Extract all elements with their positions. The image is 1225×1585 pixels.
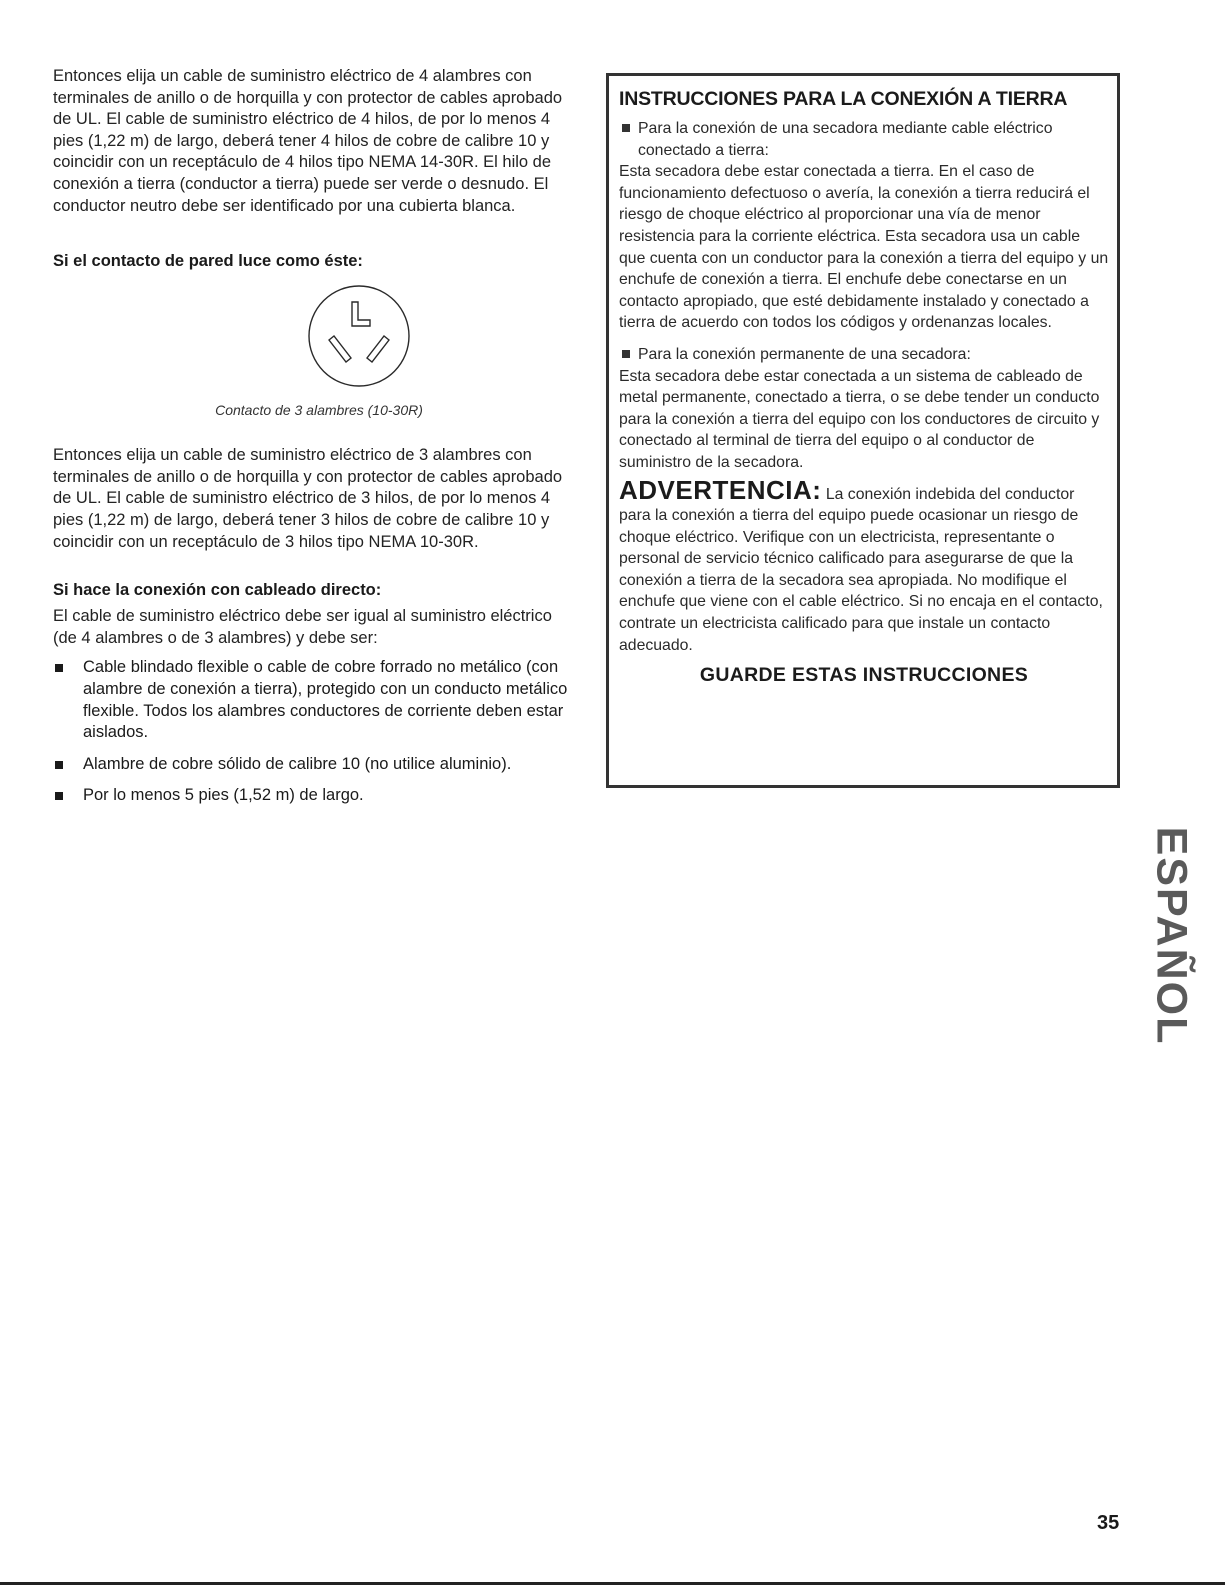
four-wire-paragraph: Entonces elija un cable de suministro eléctrico de 4 alambres con terminales de anillo o de horquilla y con protector de cables aprobado de UL. El cable de suministro eléctrico de 4 hilos, de por lo menos 4 pies (1,22 m) de largo, deberá tener 4 hilos de cobre de calibre 10 y coincidir con un receptáculo de 4 hilos tipo NEMA 14-30R. El hilo de conexión a tierra (conductor a tierra) puede ser verde o desnudo. El conductor neutro debe ser identificado por una cubierta blanca. xyxy=(53,67,563,215)
outlet-subheading: Si el contacto de pared luce como éste: xyxy=(53,252,363,271)
bullet-square-icon xyxy=(622,350,630,358)
page-number: 35 xyxy=(1097,1512,1120,1534)
bullet-square-icon xyxy=(55,664,63,672)
outlet-figure xyxy=(53,282,575,402)
requirements-list xyxy=(53,657,575,807)
three-wire-paragraph: Entonces elija un cable de suministro eléctrico de 3 alambres con terminales de anillo o de horquilla y con protector de cables aprobado de UL. El cable de suministro eléctrico de 3 hilos, de por lo menos 4 pies (1,22 m) de largo, deberá tener 3 hilos de cobre de calibre 10 y coincidir con un receptáculo de 3 hilos tipo NEMA 10-30R. xyxy=(53,446,563,551)
grounding-instructions-box xyxy=(606,73,1120,788)
warning-label: ADVERTENCIA: xyxy=(619,474,822,505)
warning-text: La conexión indebida del conductor para la conexión a tierra del equipo puede ocasionar un riesgo de choque eléctrico. Verifique con un electricista, representante o personal de servicio técnico calificado para asegurarse de que la conexión a tierra de la secadora sea apropiada. No modifique el enchufe que viene con el cable eléctrico. Si no encaja en el contacto, contrate un electricista calificado para que instale un contacto adecuado. xyxy=(619,485,1103,654)
box-permanent-paragraph: Esta secadora debe estar conectada a un sistema de cableado de metal permanente, conectado a tierra, o se debe tender un conducto para la conexión a tierra del equipo con los conductores de circuito y conectado al terminal de tierra del equipo o al conductor de suministro de la secadora. xyxy=(619,367,1100,471)
box-title: INSTRUCCIONES PARA LA CONEXIÓN A TIERRA xyxy=(619,88,1068,110)
list-item: Cable blindado flexible o cable de cobre forrado no metálico (con alambre de conexión a tierra), protegido con un conducto metálico flexible. Todos los alambres conductores de corriente deben estar aislados. xyxy=(53,657,575,743)
direct-wire-paragraph: El cable de suministro eléctrico debe ser igual al suministro eléctrico (de 4 alambres o de 3 alambres) y debe ser: xyxy=(53,607,552,647)
bullet-square-icon xyxy=(55,761,63,769)
box-cord-paragraph: Esta secadora debe estar conectada a tierra. En el caso de funcionamiento defectuoso o avería, la conexión a tierra reducirá el riesgo de choque eléctrico al proporcionar una vía de menor resistencia para la corriente eléctrica. Esta secadora usa un cable que cuenta con un conductor para la conexión a tierra del equipo y un enchufe de conexión a tierra. El enchufe debe conectarse en un contacto apropiado, que esté debidamente instalado y conectado a tierra de acuerdo con todos los códigos y ordenanzas locales. xyxy=(619,163,1109,332)
box-bullet-permanent: Para la conexión permanente de una secadora: xyxy=(619,344,1109,366)
language-tab: ESPAÑOL xyxy=(1147,826,1196,1046)
save-instructions-heading: GUARDE ESTAS INSTRUCCIONES xyxy=(699,664,1029,687)
direct-wire-subheading: Si hace la conexión con cableado directo: xyxy=(53,581,382,600)
warning-paragraph xyxy=(619,474,1109,657)
bullet-square-icon xyxy=(622,124,630,132)
outlet-caption: Contacto de 3 alambres (10-30R) xyxy=(215,402,423,419)
list-item: Por lo menos 5 pies (1,52 m) de largo. xyxy=(53,785,575,807)
list-item: Alambre de cobre sólido de calibre 10 (no utilice aluminio). xyxy=(53,754,575,776)
box-bullet-cord: Para la conexión de una secadora mediante cable eléctrico conectado a tierra: xyxy=(619,118,1109,161)
three-wire-outlet-icon xyxy=(305,282,413,390)
bullet-square-icon xyxy=(55,792,63,800)
left-column xyxy=(53,66,575,807)
